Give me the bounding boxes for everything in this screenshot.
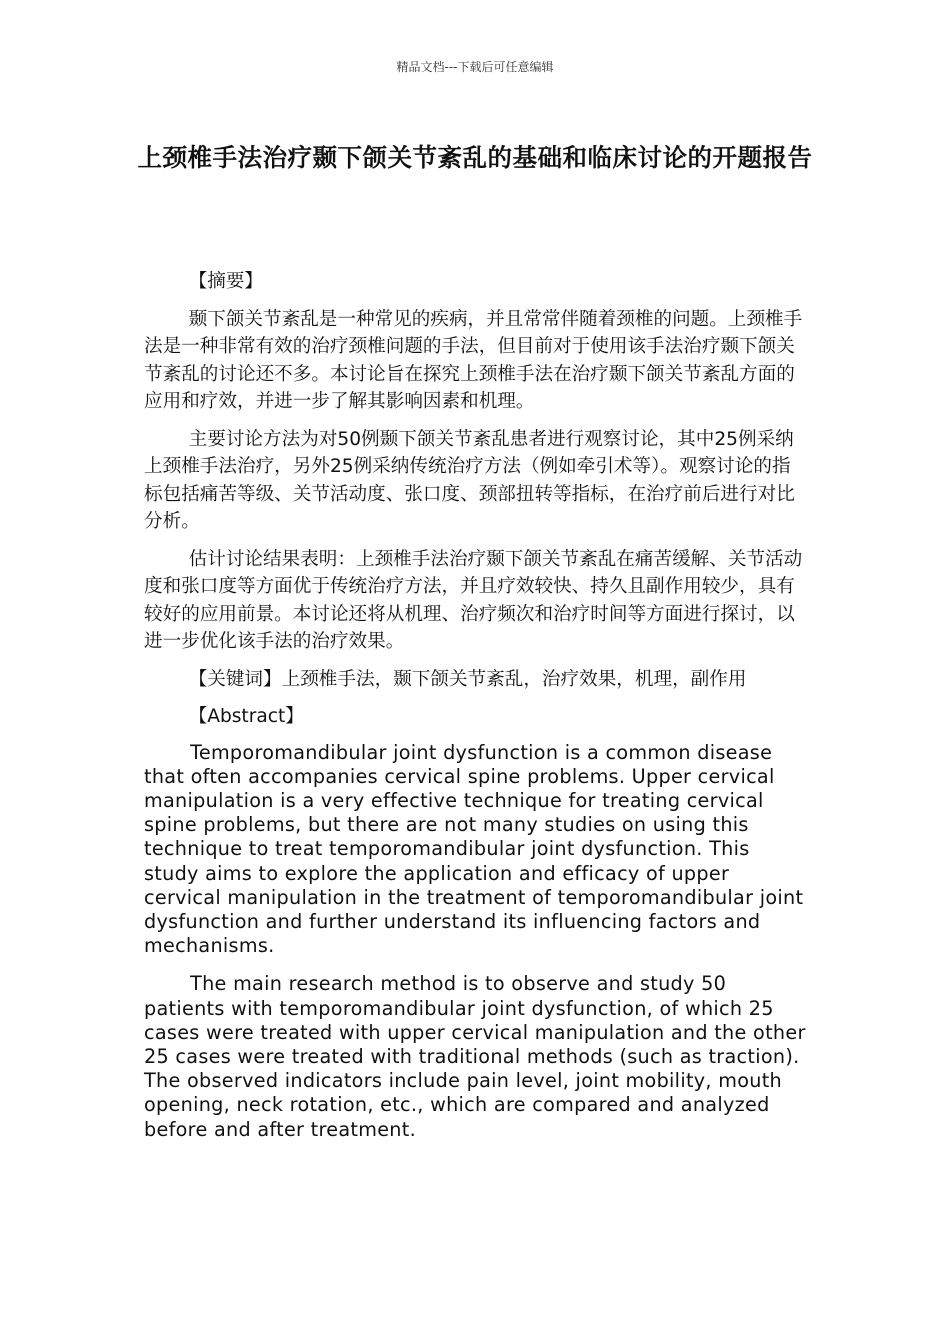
abstract-cn-paragraph: 估计讨论结果表明：上颈椎手法治疗颞下颌关节紊乱在痛苦缓解、关节活动度和张口度等方面优于传统治疗方法，并且疗效较快、持久且副作用较少，具有较好的应用前景。本讨论还将从机理、治疗频次和治疗时间等方面进行探讨，以进一步优化该手法的治疗效果。 (144, 548, 803, 652)
abstract-en-label: 【Abstract】 (188, 706, 304, 727)
document-title: 上颈椎手法治疗颞下颌关节紊乱的基础和临床讨论的开题报告 (137, 143, 813, 172)
abstract-en-paragraph: The main research method is to observe and study 50 patients with temporomandibular joint dysfunction, of which 25 cases were treated with upper cervical manipulation and the other 25 cases were treated with traditional methods (such as traction). The observed indicators include pain level, joint mobility, mouth opening, neck rotation, etc., which are compared and analyzed before and after treatment. (144, 972, 806, 1141)
abstract-cn-label: 【摘要】 (188, 271, 264, 292)
keywords-cn: 【关键词】上颈椎手法，颞下颌关节紊乱，治疗效果，机理，副作用 (188, 668, 747, 690)
header-note: 精品文档---下载后可任意编辑 (396, 60, 554, 74)
abstract-cn-paragraph: 颞下颌关节紊乱是一种常见的疾病，并且常常伴随着颈椎的问题。上颈椎手法是一种非常有效的治疗颈椎问题的手法，但目前对于使用该手法治疗颞下颌关节紊乱的讨论还不多。本讨论旨在探究上颈椎手法在治疗颞下颌关节紊乱方面的应用和疗效，并进一步了解其影响因素和机理。 (144, 308, 803, 412)
abstract-cn-paragraph: 主要讨论方法为对50例颞下颌关节紊乱患者进行观察讨论，其中25例采纳上颈椎手法治疗，另外25例采纳传统治疗方法（例如牵引术等）。观察讨论的指标包括痛苦等级、关节活动度、张口度、颈部扭转等指标，在治疗前后进行对比分析。 (144, 428, 795, 532)
abstract-en-paragraph: Temporomandibular joint dysfunction is a common disease that often accompanies cervical spine problems. Upper cervical manipulation is a very effective technique for treating cervical spine problems, but there are not many studies on using this technique to treat temporomandibular joint dysfunction. This study aims to explore the application and efficacy of upper cervical manipulation in the treatment of temporomandibular joint dysfunction and further understand its influencing factors and mechanisms. (144, 740, 804, 958)
abstract-body (144, 268, 808, 1156)
